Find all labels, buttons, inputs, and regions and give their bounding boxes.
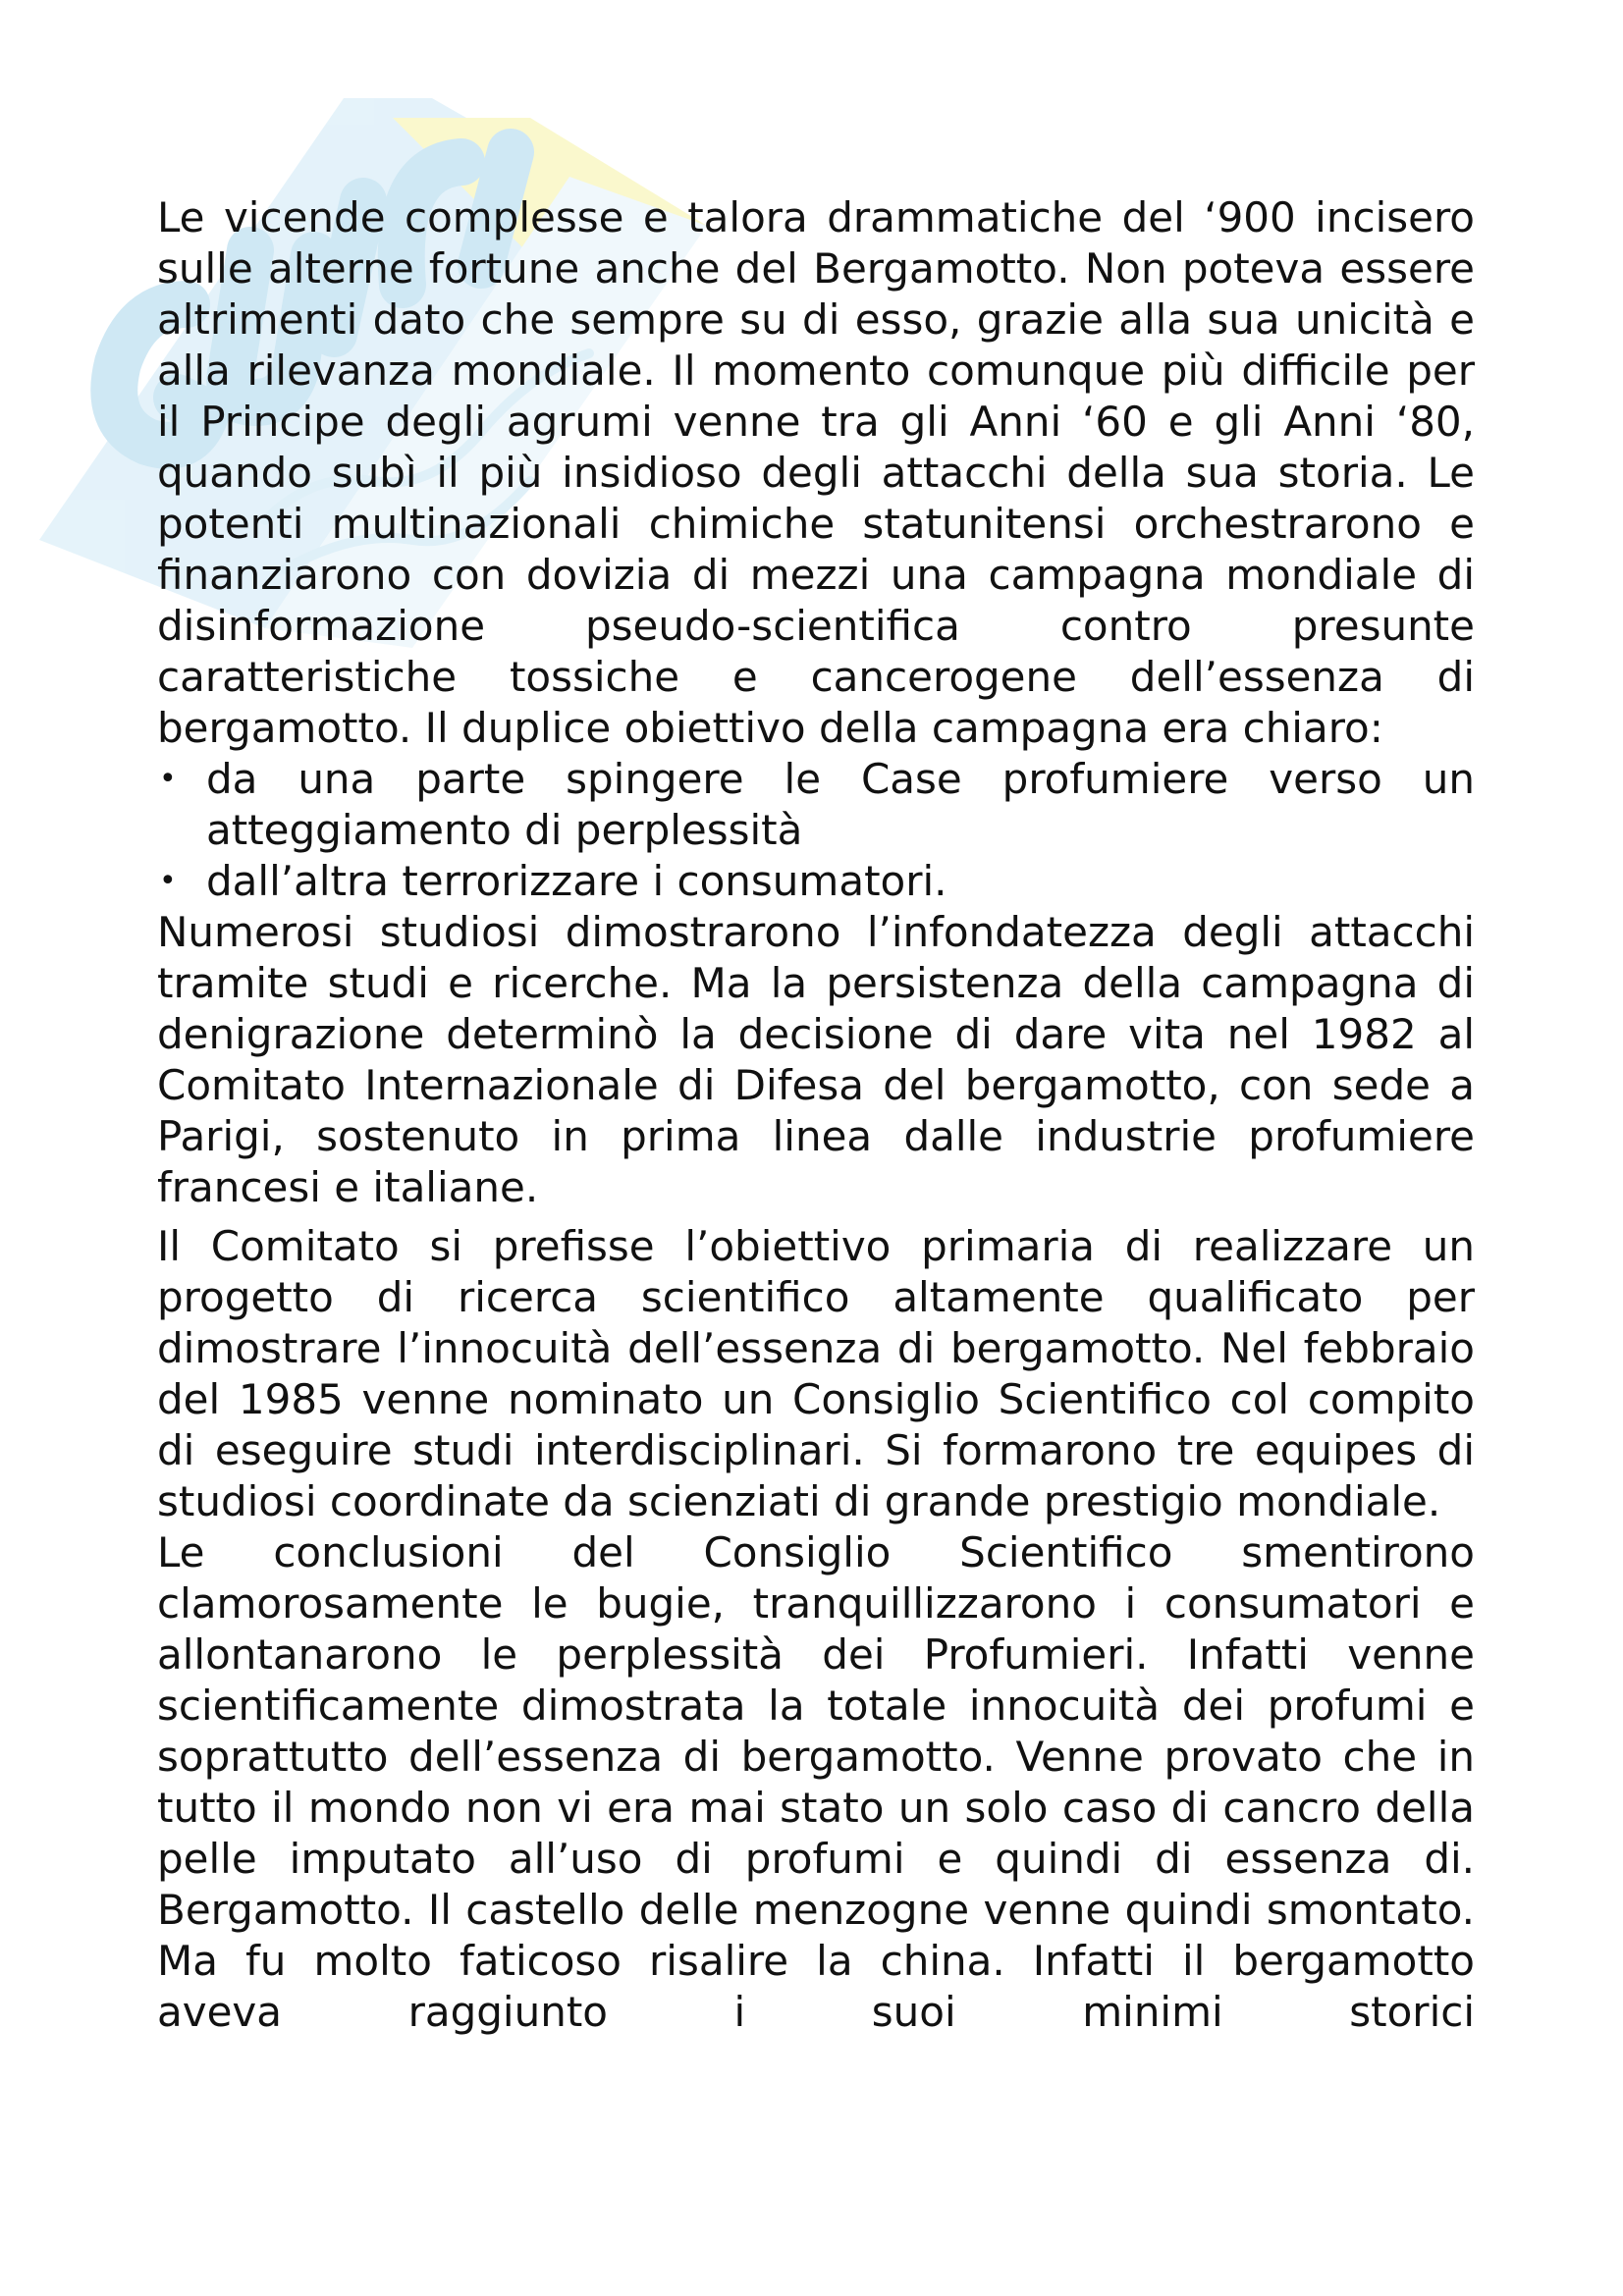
bullet-dot-icon: •: [159, 864, 177, 898]
bullet-list: [157, 754, 1475, 907]
bullet-item: [157, 754, 1475, 856]
bullet-text: dall’altra terrorizzare i consumatori.: [206, 857, 947, 905]
bullet-text: da una parte spingere le Case profumiere verso un atteggiamento di perplessità: [206, 755, 1475, 854]
document-body: [157, 192, 1475, 2038]
paragraph-intro: Le vicende complesse e talora drammatiche del ‘900 incisero sulle alterne fortune anche del Bergamotto. Non poteva essere altrimenti dato che sempre su di esso, grazie alla sua unicità e alla rilevanza mondiale. Il momento comunque più difficile per il Principe degli agrumi venne tra gli Anni ‘60 e gli Anni ‘80, quando subì il più insidioso degli attacchi della sua storia. Le potenti multinazionali chimiche statunitensi orchestrarono e finanziarono con dovizia di mezzi una campagna mondiale di disinformazione pseudo-scientifica contro presunte caratteristiche tossiche e cancerogene dell’essenza di bergamotto. Il duplice obiettivo della campagna era chiaro:: [157, 193, 1475, 752]
paragraph-conclusions: Le conclusioni del Consiglio Scientifico smentirono clamorosamente le bugie, tranquillizzarono i consumatori e allontanarono le perplessità dei Profumieri. Infatti venne scientificamente dimostrata la totale innocuità dei profumi e soprattutto dell’essenza di bergamotto. Venne provato che in tutto il mondo non vi era mai stato un solo caso di cancro della pelle imputato all’uso di profumi e quindi di essenza di. Bergamotto. Il castello delle menzogne venne quindi smontato. Ma fu molto faticoso risalire la china. Infatti il bergamotto aveva raggiunto i suoi minimi storici: [157, 1528, 1475, 2036]
paragraph-studies: Numerosi studiosi dimostrarono l’infondatezza degli attacchi tramite studi e ricerche. Ma la persistenza della campagna di denigrazione determinò la decisione di dare vita nel 1982 al Comitato Internazionale di Difesa del bergamotto, con sede a Parigi, sostenuto in prima linea dalle industrie profumiere francesi e italiane.: [157, 908, 1475, 1211]
bullet-item: [157, 856, 1475, 907]
bullet-dot-icon: •: [159, 762, 177, 796]
paragraph-committee: Il Comitato si prefisse l’obiettivo primaria di realizzare un progetto di ricerca scientifico altamente qualificato per dimostrare l’innocuità dell’essenza di bergamotto. Nel febbraio del 1985 venne nominato un Consiglio Scientifico col compito di eseguire studi interdisciplinari. Si formarono tre equipes di studiosi coordinate da scienziati di grande prestigio mondiale.: [157, 1222, 1475, 1525]
